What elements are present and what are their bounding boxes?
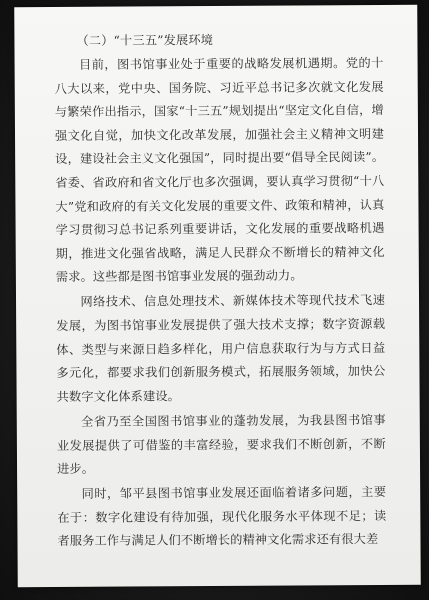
section-heading: （二）“十三五”发展环境 xyxy=(76,33,214,48)
paragraph-strategic-opportunity: 目前，图书馆事业处于重要的战略发展机遇期。党的十八大以来，党中央、国务院、习近平总书记多次就文化发展与繁荣作出指示，国家“十三五”规划提出“坚定文化自信，增强文化自觉，加快文化改革发展，加强社会主义精神文明建设，建设社会主义文化强国”，同时提出要“倡导全民阅读”。省委、省政府和省文化厅也多次强调，要认真学习贯彻“十八大”党和政府的有关文化发展的重要文件、政策和精神，认真学习贯彻习总书记系列重要讲话，文化发展的重要战略机遇期，推进文化强省战略，满足人民群众不断增长的精神文化需求。这些都是图书馆事业发展的强劲动力。 xyxy=(54,55,385,285)
paragraph-problems: 同时，邹平县图书馆事业发展还面临着诸多问题，主要在于：数字化建设有待加强，现代化服务水平体现不足；读者服务工作与满足人们不断增长的精神文化需求还有很大差 xyxy=(57,485,387,549)
paragraph-experience: 全省乃至全国图书馆事业的蓬勃发展，为我县图书馆事业发展提供了可借鉴的丰富经验，要求我们不断创新，不断进步。 xyxy=(56,412,386,477)
document-page xyxy=(14,5,421,587)
paragraph-technology: 网络技术、信息处理技术、新媒体技术等现代技术飞速发展，为图书馆事业发展提供了强大技术支撑；数字资源载体、类型与来源日趋多样化，用户信息获取行为与方式日益多元化，都要求我们创新服务模式，拓展服务领域，加快公共数字文化体系建设。 xyxy=(56,293,386,404)
